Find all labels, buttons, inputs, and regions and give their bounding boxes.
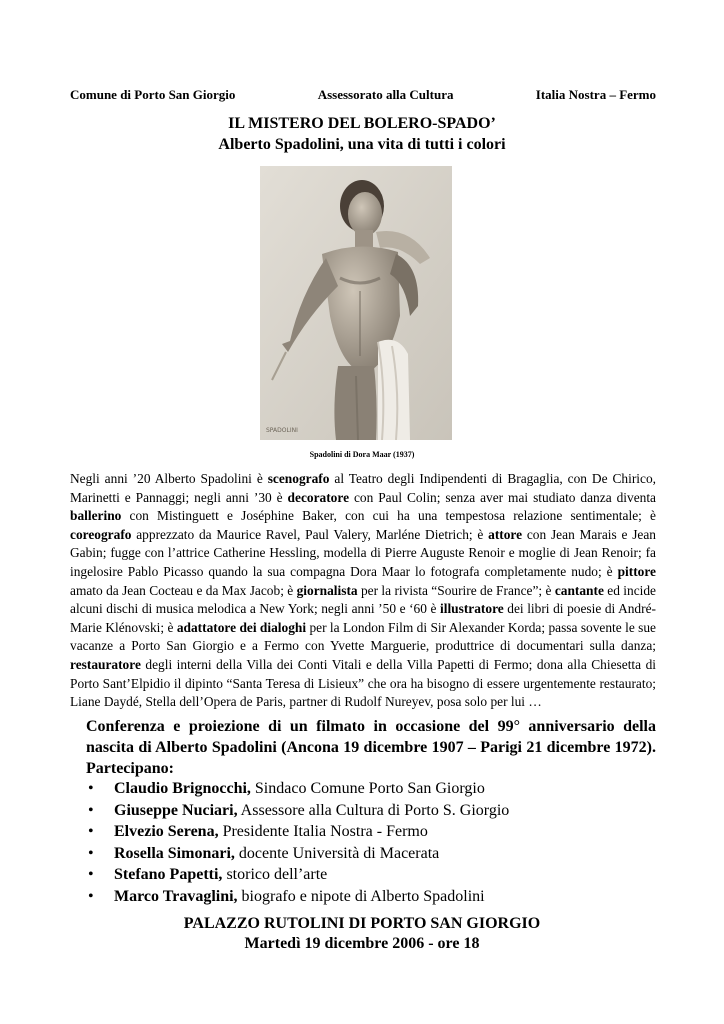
participant-role: storico dell’arte [222,866,328,883]
bio-text: al Teatro degli Indipendenti di Bragaglia, con De Chirico, Marinetti e Pannaggi; negli anni ’30 è [70,471,656,505]
participant-name: Rosella Simonari, [114,844,235,862]
participant-item [86,800,656,822]
bio-text: ed incide alcuni dischi di musica melodica a New York; negli anni ’50 e ‘60 è [70,582,656,617]
participant-name: Elvezio Serena, [114,823,219,840]
bullet-icon: • [88,801,94,819]
participant-item [86,821,656,843]
participant-item [86,886,656,908]
header-right: Italia Nostra – Fermo [535,87,656,102]
participant-role: Sindaco Comune Porto San Giorgio [250,780,485,797]
participant-role: Presidente Italia Nostra - Fermo [218,823,428,840]
bullet-icon: • [88,844,94,862]
bio-text: Negli anni ’20 Alberto Spadolini è [70,471,268,486]
participant-name: Giuseppe Nuciari, [114,801,238,819]
bio-text: per la rivista “Sourire de France”; è [357,582,555,598]
participant-role: biografo e nipote di Alberto Spadolini [237,887,485,905]
bio-text: con Paul Colin; senza aver mai studiato danza diventa [349,489,656,505]
participant-item [86,864,656,886]
participant-role: Assessore alla Cultura di Porto S. Giorgio [237,801,510,819]
bio-text: dei libri di poesie di André-Marie Klénovski; è [70,601,656,635]
biography-paragraph [70,470,656,712]
photo-signature: SPADOLINI [266,427,298,434]
bio-text: amato da Jean Cocteau e da Max Jacob; è [70,582,297,598]
bio-keyword: illustratore [440,601,504,617]
bio-text: per la London Film di Sir Alexander Korda; passa sovente le sue vacanze a Porto San Giorgio e a Fermo con Yvette Marguerie, produttrice di documentari sulla danza; [70,619,656,654]
bio-keyword: restauratore [70,656,141,672]
participant-name: Stefano Papetti, [114,866,223,883]
participant-name: Marco Travaglini, [114,887,238,905]
participant-role: docente Università di Macerata [234,844,440,862]
bio-keyword: giornalista [296,582,358,598]
bullet-icon: • [88,887,94,905]
venue-name: PALAZZO RUTOLINI DI PORTO SAN GIORGIO [183,915,541,932]
event-date: Martedì 19 dicembre 2006 - ore 18 [244,935,480,952]
bullet-icon: • [88,823,94,840]
bio-keyword: coreografo [70,526,132,542]
bio-text: con Jean Marais e Jean Gabin; fugge con l’attrice Catherine Hessling, modella di Pierre Auguste Renoir e moglie di Jean Renoir; fa ingelosire Pablo Picasso quando la sua compagna Dora Maar lo fotografa completamente nudo; è [70,526,656,579]
bio-text: con Mistinguett e Joséphine Baker, con cui ha una tempestosa relazione sentimentale; è [121,508,656,524]
subtitle: Alberto Spadolini, una vita di tutti i colori [218,136,506,153]
participant-name: Claudio Brignocchi, [114,780,251,797]
photo-caption: Spadolini di Dora Maar (1937) [309,450,415,459]
bio-keyword: decoratore [287,489,350,505]
bullet-icon: • [88,866,94,883]
main-title: IL MISTERO DEL BOLERO-SPADO’ [228,115,496,132]
participant-item [86,843,656,865]
conference-announcement: Conferenza e proiezione di un filmato in occasione del 99° anniversario della nascita di Alberto Spadolini (Ancona 19 dicembre 1907 – Parigi 21 dicembre 1972). Partecipano: [86,718,656,777]
participant-item [86,778,656,800]
dancer-photo [260,166,452,440]
header-center: Assessorato alla Cultura [317,87,454,102]
header-left: Comune di Porto San Giorgio [70,87,236,102]
bullet-icon: • [88,780,94,797]
bio-keyword: ballerino [70,508,122,524]
bio-keyword: cantante [554,582,604,598]
header-row [70,87,656,103]
bio-keyword: adattatore dei dialoghi [176,619,307,635]
bio-text: apprezzato da Maurice Ravel, Paul Valery, Marléne Dietrich; è [131,526,489,542]
participants-list [86,778,656,907]
bio-keyword: scenografo [267,471,330,486]
bio-keyword: attore [488,526,523,542]
bio-keyword: pittore [617,563,656,579]
bio-text: degli interni della Villa dei Conti Vitali e della Villa Papetti di Fermo; dona alla Chiesetta di Porto Sant’Elpidio il dipinto “Santa Teresa di Lisieux” che ora ha bisogno di essere urgentemente restaurato; Liane Daydé, Stella dell’Opera de Paris, partner di Rudolf Nureyev, posa solo per lui … [70,656,656,710]
